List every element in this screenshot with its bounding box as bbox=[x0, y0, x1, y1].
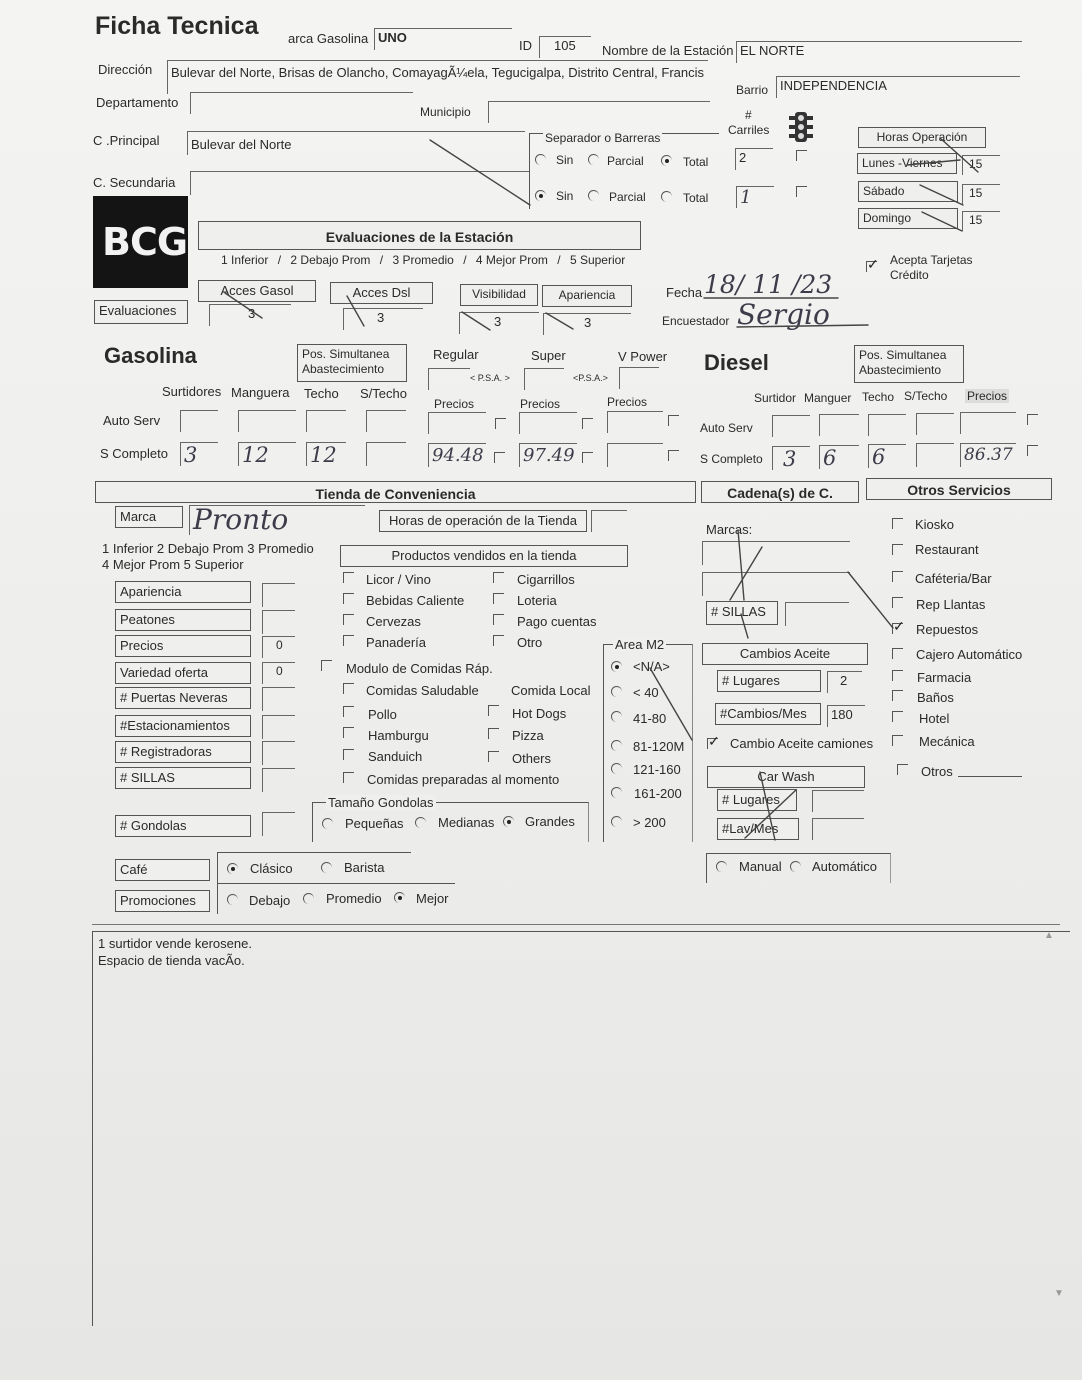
otros-otros-label: Otros bbox=[921, 764, 953, 779]
promo-promedio-label: Promedio bbox=[326, 891, 382, 906]
id-field[interactable]: 105 bbox=[539, 36, 591, 58]
horas-sabado-field[interactable]: 15 bbox=[962, 184, 1000, 204]
fecha-label: Fecha bbox=[666, 285, 703, 300]
promociones-label: Promociones bbox=[115, 890, 210, 912]
horas-domingo-field[interactable]: 15 bbox=[962, 211, 1000, 231]
diesel-col-precios: Precios bbox=[967, 389, 1008, 403]
carwash-manual-label: Manual bbox=[739, 859, 782, 874]
scale-3: 3 Promedio bbox=[392, 253, 454, 267]
otros-cajero-label: Cajero Automático bbox=[916, 647, 1023, 662]
aceite-cambios-mes-label: #Cambios/Mes bbox=[715, 703, 821, 725]
gas-auto-serv-label: Auto Serv bbox=[103, 413, 161, 428]
tienda-scale-2: 4 Mejor Prom 5 Superior bbox=[102, 557, 244, 572]
notes-line-1: 1 surtidor vende kerosene. bbox=[98, 936, 252, 951]
horas-operacion-title: Horas Operación bbox=[858, 127, 986, 148]
area-40-label: < 40 bbox=[633, 685, 659, 700]
gondolas-pequenas-label: Pequeñas bbox=[345, 816, 404, 831]
carwash-lugares-label: # Lugares bbox=[717, 789, 797, 811]
rating-estacionamientos-label: #Estacionamientos bbox=[115, 715, 251, 737]
scale-5: 5 Superior bbox=[569, 253, 626, 267]
eval-acces-gasol-field[interactable]: 3 bbox=[209, 304, 291, 326]
fecha-value[interactable]: 18/ 11 /23 bbox=[704, 270, 833, 299]
carwash-lav-mes-label: #Lav/Mes bbox=[717, 818, 799, 840]
diesel-auto-serv-label: Auto Serv bbox=[700, 421, 753, 435]
credito-label: Crédito bbox=[890, 268, 929, 282]
calle-principal-label: C .Principal bbox=[93, 133, 160, 148]
fuel-vpower-label: V Power bbox=[618, 349, 668, 364]
separador2-parcial-label: Parcial bbox=[609, 190, 646, 204]
prod-otro-label: Otro bbox=[517, 635, 543, 650]
area-121-160-label: 121-160 bbox=[633, 762, 681, 777]
cadena-sillas-label: # SILLAS bbox=[706, 601, 778, 625]
eval-visibilidad-label: Visibilidad bbox=[460, 284, 538, 306]
col-surtidores: Surtidores bbox=[162, 384, 222, 399]
cambios-aceite-title: Cambios Aceite bbox=[702, 643, 868, 665]
diesel-col-manguer: Manguer bbox=[804, 391, 852, 405]
carwash-automatico-label: Automático bbox=[812, 859, 878, 874]
car-wash-title: Car Wash bbox=[707, 766, 865, 788]
gondolas-medianas-label: Medianas bbox=[438, 815, 495, 830]
aceite-lugares-field[interactable]: 2 bbox=[827, 671, 862, 693]
rating-variedad-label: Variedad oferta bbox=[115, 662, 251, 684]
direccion-label: Dirección bbox=[98, 62, 153, 77]
scroll-up-icon[interactable]: ▲ bbox=[1044, 930, 1054, 941]
horas-sabado-label: Sábado bbox=[858, 181, 958, 202]
scale-sep-2: / bbox=[379, 253, 384, 267]
diesel-sc-manguer[interactable]: 6 bbox=[819, 445, 859, 469]
diesel-col-surtidor: Surtidor bbox=[754, 391, 797, 405]
encuestador-label: Encuestador bbox=[662, 314, 730, 328]
eval-acces-dsl-field[interactable]: 3 bbox=[343, 308, 423, 330]
diesel-col-stecho: S/Techo bbox=[904, 389, 948, 403]
comida-saludable-label: Comidas Saludable bbox=[366, 683, 479, 698]
gasolina-title: Gasolina bbox=[104, 343, 197, 368]
regular-precios-label: Precios bbox=[434, 397, 475, 411]
area-title: Area M2 bbox=[615, 637, 665, 652]
promo-debajo-label: Debajo bbox=[249, 893, 291, 908]
horas-lunes-field[interactable]: 15 bbox=[962, 155, 1000, 175]
rating-apariencia-label: Apariencia bbox=[115, 581, 251, 603]
diesel-title: Diesel bbox=[704, 350, 769, 375]
acepta-tarjetas-label: Acepta Tarjetas bbox=[890, 253, 973, 267]
gondolas-title: Tamaño Gondolas bbox=[328, 795, 434, 810]
gas-sc-super[interactable]: 97.49 bbox=[519, 443, 577, 467]
calle-secundaria-label: C. Secundaria bbox=[93, 175, 176, 190]
cafe-barista-label: Barista bbox=[344, 860, 385, 875]
comida-hotdogs-label: Hot Dogs bbox=[512, 706, 567, 721]
barrio-field[interactable]: INDEPENDENCIA bbox=[776, 76, 1020, 98]
separador-label: Separador o Barreras bbox=[545, 131, 661, 145]
page-title: Ficha Tecnica bbox=[95, 12, 259, 40]
area-161-200-label: 161-200 bbox=[634, 786, 682, 801]
gas-sc-regular[interactable]: 94.48 bbox=[428, 443, 486, 467]
scale-1: 1 Inferior bbox=[221, 253, 269, 267]
prod-cigarrillos-label: Cigarrillos bbox=[517, 572, 575, 587]
separador2-total-label: Total bbox=[683, 191, 709, 205]
gas-s-completo-label: S Completo bbox=[100, 446, 168, 461]
prod-loteria-label: Loteria bbox=[517, 593, 557, 608]
rating-precios-label: Precios bbox=[115, 635, 251, 657]
eval-apariencia-label: Apariencia bbox=[542, 285, 632, 307]
evaluaciones-title: Evaluaciones de la Estación bbox=[198, 221, 641, 250]
super-precios-label: Precios bbox=[520, 397, 561, 411]
comida-pollo-label: Pollo bbox=[368, 707, 397, 722]
scroll-down-icon[interactable]: ▼ bbox=[1054, 1288, 1064, 1299]
gas-sc-manguera[interactable]: 12 bbox=[238, 442, 296, 466]
area-41-80-label: 41-80 bbox=[633, 711, 667, 726]
gasolina-pos-sim-line1: Pos. Simultanea bbox=[302, 347, 390, 361]
otros-servicios-title: Otros Servicios bbox=[866, 478, 1052, 500]
prod-pago-label: Pago cuentas bbox=[517, 614, 597, 629]
prod-panaderia-label: Panadería bbox=[366, 635, 426, 650]
nombre-estacion-field[interactable]: EL NORTE bbox=[736, 41, 1022, 63]
modulo-comidas-label: Modulo de Comidas Ráp. bbox=[346, 661, 493, 676]
diesel-pos-sim-line1: Pos. Simultanea bbox=[859, 348, 947, 362]
separador1-parcial-label: Parcial bbox=[607, 154, 644, 168]
scale-sep-1: / bbox=[277, 253, 282, 267]
cafe-label: Café bbox=[115, 859, 210, 881]
gasolina-pos-sim-line2: Abastecimiento bbox=[302, 362, 385, 376]
tienda-marca-field[interactable]: Pronto bbox=[189, 505, 365, 535]
calle-principal-field[interactable]: Bulevar del Norte bbox=[187, 131, 525, 155]
diesel-sc-surtidor[interactable]: 3 bbox=[772, 446, 810, 470]
rating-sillas-label: # SILLAS bbox=[115, 767, 251, 789]
col-techo: Techo bbox=[304, 386, 339, 401]
prod-bebidas-label: Bebidas Caliente bbox=[366, 593, 465, 608]
separador1-sin-label: Sin bbox=[556, 153, 574, 167]
vpower-precios-label: Precios bbox=[607, 395, 648, 409]
rating-peatones-label: Peatones bbox=[115, 609, 251, 631]
barrio-label: Barrio bbox=[736, 83, 769, 97]
rating-puertas-label: # Puertas Neveras bbox=[115, 687, 251, 709]
area-200-label: > 200 bbox=[633, 815, 666, 830]
rating-registradoras-label: # Registradoras bbox=[115, 741, 251, 763]
horas-lunes-label: Lunes -Viernes bbox=[857, 153, 957, 174]
diesel-pos-sim-line2: Abastecimiento bbox=[859, 363, 942, 377]
otros-farmacia-label: Farmacia bbox=[917, 670, 972, 685]
scale-sep-4: / bbox=[557, 253, 561, 267]
productos-title: Productos vendidos en la tienda bbox=[340, 545, 628, 567]
separador1-total-label: Total bbox=[683, 155, 709, 169]
eval-acces-gasol-label: Acces Gasol bbox=[198, 280, 316, 302]
diesel-s-completo-label: S Completo bbox=[700, 452, 763, 466]
cafe-clasico-label: Clásico bbox=[250, 861, 293, 876]
tienda-horas-label: Horas de operación de la Tienda bbox=[379, 510, 587, 532]
col-stecho: S/Techo bbox=[360, 386, 407, 401]
horas-domingo-label: Domingo bbox=[858, 208, 958, 229]
carriles-field-2[interactable]: 1 bbox=[736, 186, 774, 208]
scale-4: 4 Mejor Prom bbox=[475, 253, 548, 267]
municipio-label: Municipio bbox=[420, 105, 471, 119]
eval-visibilidad-field[interactable]: 3 bbox=[459, 312, 539, 334]
promo-mejor-label: Mejor bbox=[416, 891, 449, 906]
scale-sep-3: / bbox=[463, 253, 467, 267]
tienda-title: Tienda de Conveniencia bbox=[95, 481, 696, 503]
otros-cafeteria-label: Caféteria/Bar bbox=[915, 571, 992, 586]
notes-line-2: Espacio de tienda vacÃo. bbox=[98, 953, 245, 968]
aceite-camiones-label: Cambio Aceite camiones bbox=[730, 736, 874, 751]
prod-cervezas-label: Cervezas bbox=[366, 614, 421, 629]
marca-gasolina-label: arca Gasolina bbox=[288, 31, 369, 46]
aceite-lugares-label: # Lugares bbox=[717, 670, 821, 692]
tienda-scale-1: 1 Inferior 2 Debajo Prom 3 Promedio bbox=[102, 541, 314, 556]
nombre-estacion-label: Nombre de la Estación bbox=[602, 43, 734, 58]
regular-psa-label: < P.S.A. > bbox=[470, 373, 510, 383]
cadena-title: Cadena(s) de C. bbox=[701, 481, 859, 503]
scale-2: 2 Debajo Prom bbox=[290, 253, 371, 267]
rating-precios-field[interactable]: 0 bbox=[262, 636, 295, 658]
gas-sc-techo[interactable]: 12 bbox=[306, 442, 346, 466]
comida-hamburgu-label: Hamburgu bbox=[368, 728, 429, 743]
departamento-label: Departamento bbox=[96, 95, 179, 110]
cadena-marcas-label: Marcas: bbox=[706, 522, 753, 537]
gas-sc-surtidores[interactable]: 3 bbox=[180, 442, 218, 466]
rating-variedad-field[interactable]: 0 bbox=[262, 662, 295, 684]
otros-hotel-label: Hotel bbox=[919, 711, 950, 726]
otros-kiosko-label: Kiosko bbox=[915, 517, 955, 532]
comida-sanduich-label: Sanduich bbox=[368, 749, 423, 764]
separador2-sin-label: Sin bbox=[556, 189, 574, 203]
eval-apariencia-field[interactable]: 3 bbox=[543, 313, 631, 335]
comida-local-label: Comida Local bbox=[511, 683, 591, 698]
rating-gondolas-label: # Gondolas bbox=[115, 815, 251, 837]
id-label: ID bbox=[519, 38, 532, 53]
otros-repuestos-label: Repuestos bbox=[916, 622, 979, 637]
carriles-label: Carriles bbox=[728, 123, 770, 137]
tienda-marca-label: Marca bbox=[115, 506, 183, 528]
area-na-label: <N/A> bbox=[633, 659, 670, 674]
fuel-regular-label: Regular bbox=[433, 347, 479, 362]
fuel-super-label: Super bbox=[531, 348, 566, 363]
comida-pizza-label: Pizza bbox=[512, 728, 544, 743]
otros-banos-label: Baños bbox=[917, 690, 954, 705]
diesel-col-techo: Techo bbox=[862, 390, 895, 404]
carriles-hash-label: # bbox=[745, 108, 752, 122]
marca-gasolina-field[interactable]: UNO bbox=[374, 28, 512, 50]
otros-rep-llantas-label: Rep Llantas bbox=[916, 597, 986, 612]
gondolas-grandes-label: Grandes bbox=[525, 814, 575, 829]
aceite-cambios-mes-field[interactable]: 180 bbox=[827, 705, 865, 727]
otros-mecanica-label: Mecánica bbox=[919, 734, 975, 749]
comida-others-label: Others bbox=[512, 751, 552, 766]
otros-restaurant-label: Restaurant bbox=[915, 542, 979, 557]
bcg-logo-text: BCG bbox=[102, 220, 188, 264]
eval-acces-dsl-label: Acces Dsl bbox=[330, 282, 433, 304]
col-manguera: Manguera bbox=[231, 385, 290, 400]
carriles-field-1[interactable]: 2 bbox=[735, 148, 773, 170]
diesel-sc-precio[interactable]: 86.37 bbox=[960, 443, 1016, 467]
prod-licor-label: Licor / Vino bbox=[366, 572, 431, 587]
comida-preparadas-label: Comidas preparadas al momento bbox=[367, 772, 560, 787]
direccion-field[interactable]: Bulevar del Norte, Brisas de Olancho, ComayagÃ¼ela, Tegucigalpa, Distrito Central, Francis bbox=[167, 60, 708, 94]
super-psa-label: <P.S.A.> bbox=[573, 373, 608, 383]
encuestador-value[interactable]: Sergio bbox=[737, 298, 830, 331]
evaluaciones-label: Evaluaciones bbox=[94, 300, 188, 324]
area-81-120-label: 81-120M bbox=[633, 739, 685, 754]
diesel-sc-techo[interactable]: 6 bbox=[868, 444, 906, 468]
